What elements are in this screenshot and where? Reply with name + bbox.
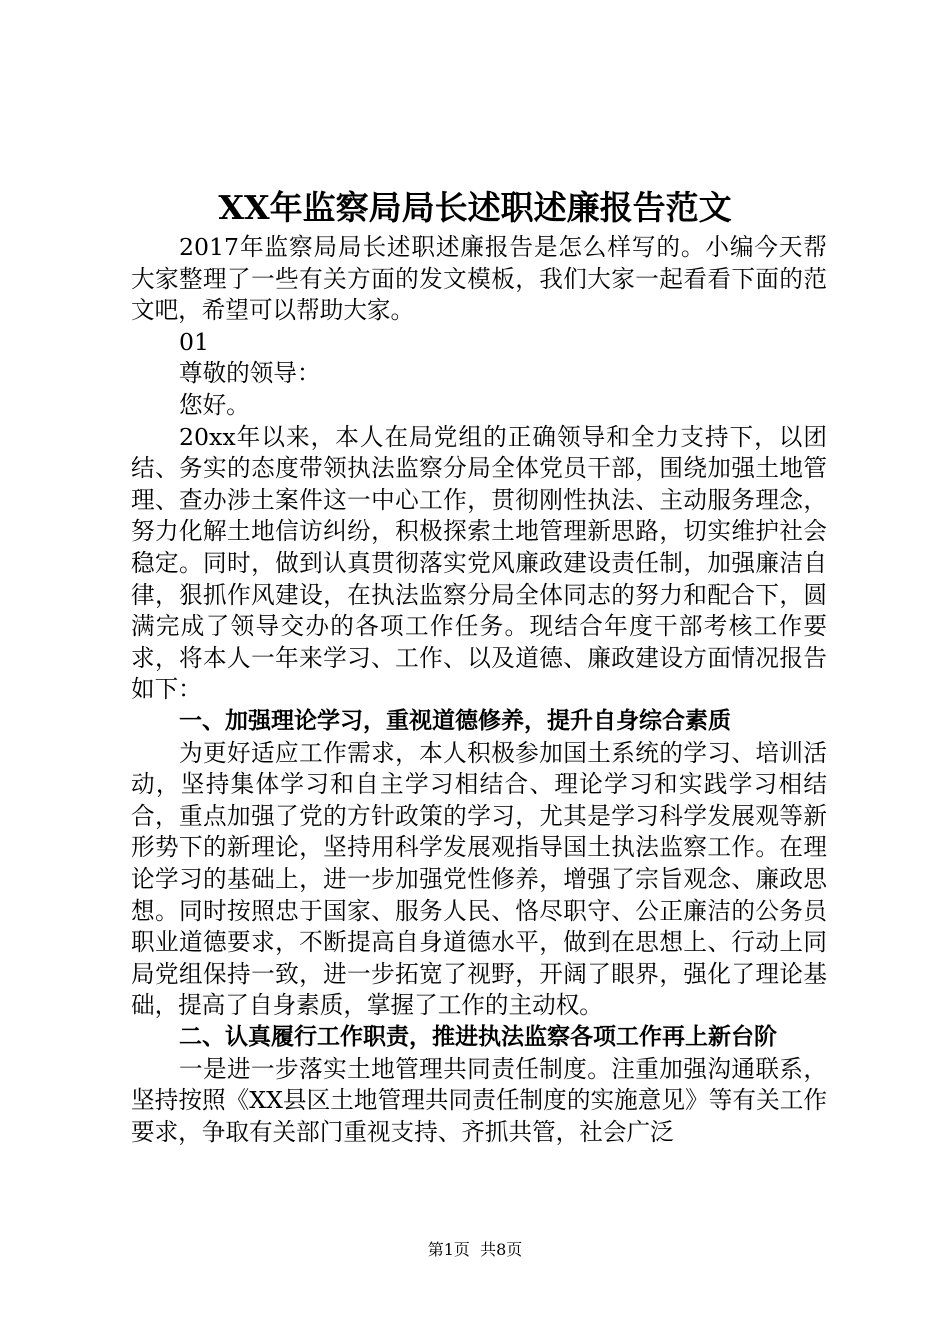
paragraph-salutation: 尊敬的领导： — [179, 359, 321, 388]
paragraph-greeting: 您好。 — [179, 390, 250, 419]
paragraph-overview: 20xx年以来，本人在局党组的正确领导和全力支持下，以团结、务实的态度带领执法监察分局全体党员干部，围绕加强土地管理、查办涉土案件这一中心工作，贯彻刚性执法、主动服务理念，努力化解土地信访纠纷，积极探索土地管理新思路，切实维护社会稳定。同时，做到认真贯彻落实党风廉政建设责任制，加强廉洁自律，狠抓作风建设，在执法监察分局全体同志的努力和配合下，圆满完成了领导交办的各项工作任务。现结合年度干部考核工作要求，将本人一年来学习、工作、以及道德、廉政建设方面情况报告如下： — [131, 422, 827, 704]
section-heading-1: 一、加强理论学习，重视道德修养，提升自身综合素质 — [179, 707, 731, 734]
paragraph-section-1: 为更好适应工作需求，本人积极参加国土系统的学习、培训活动，坚持集体学习和自主学习相结合、理论学习和实践学习相结合，重点加强了党的方针政策的学习，尤其是学习科学发展观等新形势下的新理论，坚持用科学发展观指导国土执法监察工作。在理论学习的基础上，进一步加强党性修养，增强了宗旨观念、廉政思想。同时按照忠于国家、服务人民、恪尽职守、公正廉洁的公务员职业道德要求，不断提高自身道德水平，做到在思想上、行动上同局党组保持一致，进一步拓宽了视野，开阔了眼界，强化了理论基础，提高了自身素质，掌握了工作的主动权。 — [131, 738, 827, 1020]
page-footer: 第1页 共8页 — [427, 1240, 523, 1259]
paragraph-section-number: 01 — [179, 327, 210, 356]
document-title: XX年监察局局长述职述廉报告范文 — [218, 188, 732, 227]
paragraph-section-2: 一是进一步落实土地管理共同责任制度。注重加强沟通联系，坚持按照《XX县区土地管理共同责任制度的实施意见》等有关工作要求，争取有关部门重视支持、齐抓共管，社会广泛 — [131, 1054, 827, 1147]
document-body — [131, 232, 827, 1149]
section-heading-2: 二、认真履行工作职责，推进执法监察各项工作再上新台阶 — [179, 1024, 777, 1051]
paragraph-intro: 2017年监察局局长述职述廉报告是怎么样写的。小编今天帮大家整理了一些有关方面的发文模板，我们大家一起看看下面的范文吧，希望可以帮助大家。 — [131, 233, 827, 325]
